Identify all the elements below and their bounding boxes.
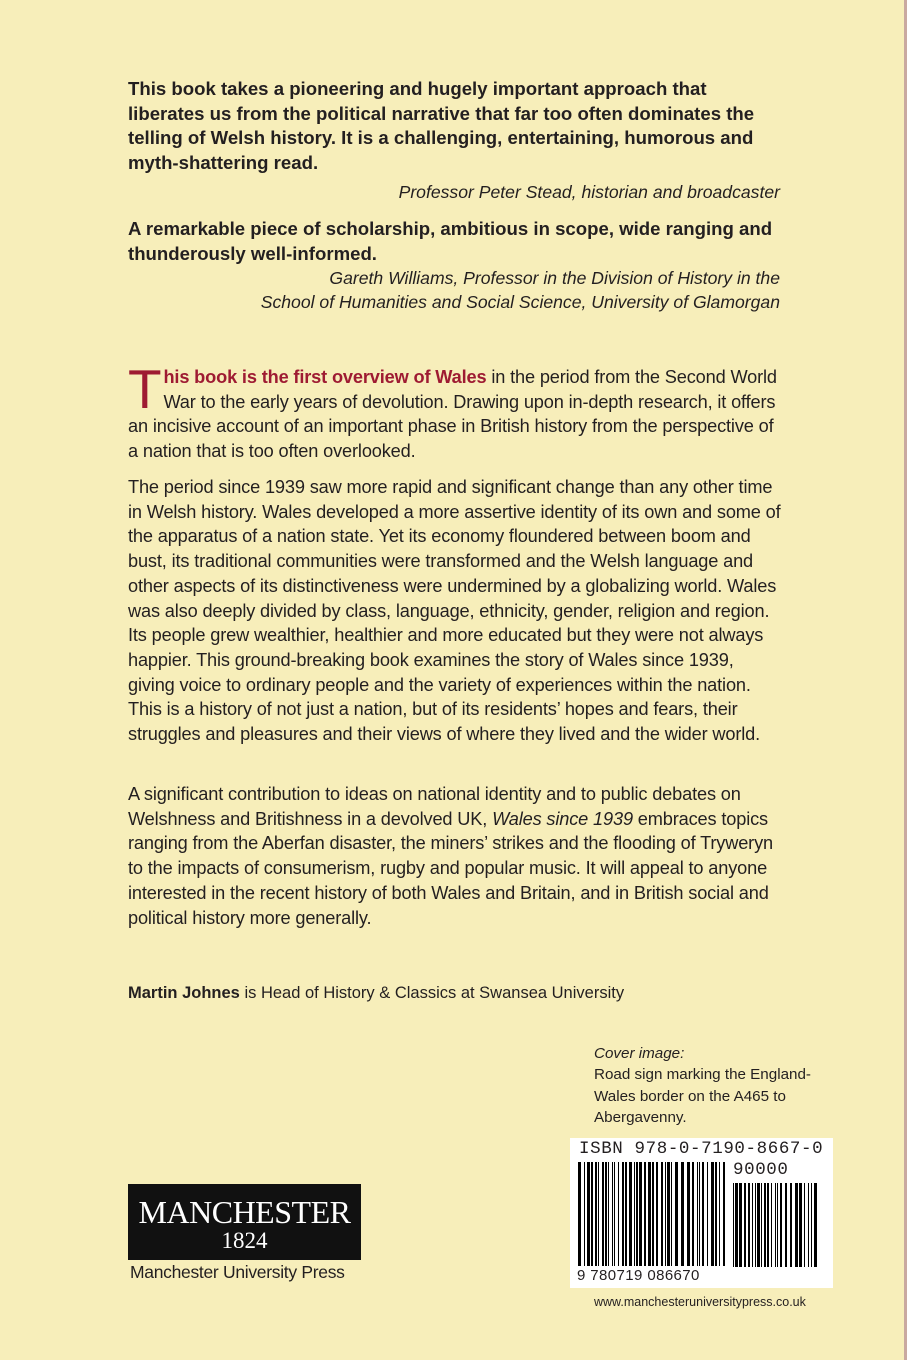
book-title: Wales since 1939	[492, 808, 633, 829]
endorsement-attribution-1: Professor Peter Stead, historian and broadcaster	[398, 182, 780, 202]
barcode-bar	[675, 1162, 678, 1266]
barcode-bar	[719, 1162, 720, 1266]
barcode-bar	[811, 1183, 812, 1267]
barcode-bar	[764, 1183, 766, 1267]
barcode-bar	[622, 1162, 624, 1266]
barcode-bar	[790, 1183, 792, 1267]
barcode-bar	[608, 1162, 609, 1266]
endorsement-attribution-2-line1: Gareth Williams, Professor in the Division of History in the	[329, 268, 780, 288]
blurb-paragraph-1	[128, 358, 783, 464]
barcode-bar	[752, 1183, 753, 1267]
blurb-paragraph-3	[128, 782, 783, 930]
author-bio	[128, 982, 624, 1004]
barcode-bar	[723, 1162, 725, 1266]
barcode-bar	[799, 1183, 802, 1267]
blurb-paragraph-3-start: A significant contribution to ideas on national identity and to public debates on Welshness and Britishness in a devolved UK,	[128, 784, 741, 829]
barcode-bar	[661, 1162, 663, 1266]
endorsement-quote-1: This book takes a pioneering and hugely important approach that liberates us from the political narrative that far too often dominates the telling of Welsh history. It is a challenging, entertaining, humorous and myth-shattering read.	[128, 78, 755, 173]
barcode-bar	[652, 1162, 654, 1266]
barcode-bar	[625, 1162, 627, 1266]
barcode-bar	[605, 1162, 607, 1266]
ean-digits: 9 780719 086670	[577, 1267, 700, 1284]
endorsement-quote-2: A remarkable piece of scholarship, ambitious in scope, wide ranging and thunderously well-informed.	[128, 218, 773, 264]
barcode-bar	[602, 1162, 604, 1266]
barcode-bar	[785, 1183, 787, 1267]
drop-cap: T	[128, 358, 162, 420]
barcode-bar	[578, 1162, 581, 1266]
barcode-bar	[777, 1183, 778, 1267]
logo-year: 1824	[221, 1228, 268, 1253]
barcode-bar	[755, 1183, 756, 1267]
publisher-url: www.manchesteruniversitypress.co.uk	[594, 1295, 806, 1309]
barcode-bar	[804, 1183, 805, 1267]
publisher-logo	[128, 1184, 361, 1260]
barcode-bar	[715, 1162, 717, 1266]
barcode-bar	[634, 1162, 635, 1266]
barcode-bar	[665, 1162, 666, 1266]
blurb-lead: his book is the first overview of Wales	[163, 367, 487, 387]
barcode-bar	[735, 1183, 738, 1267]
barcode-bar	[687, 1162, 690, 1266]
barcode-bar	[775, 1183, 776, 1267]
cover-image-note	[594, 1043, 834, 1129]
barcode-bar	[795, 1183, 798, 1267]
price-addon-text: 90000	[733, 1160, 789, 1180]
barcode-bar	[618, 1162, 619, 1266]
barcode-bar	[767, 1183, 769, 1267]
barcode-bar	[614, 1162, 615, 1266]
barcode-bar	[733, 1183, 734, 1267]
ean-barcode-icon	[578, 1162, 728, 1268]
isbn-text: ISBN 978-0-7190-8667-0	[579, 1139, 824, 1159]
blurb-paragraph-2: The period since 1939 saw more rapid and significant change than any other time in Welsh history. Wales developed a more assertive identity of its own and some of the apparatus of a nation state. Yet its economy floundered between boom and bust, its traditional communities were transformed and the Welsh language and other aspects of its distinctiveness were undermined by a globalizing world. Wales was also deeply divided by class, language, ethnicity, gender, religion and region. Its people grew wealthier, healthier and more educated but they were not always happier. This ground-breaking book examines the story of Wales since 1939, giving voice to ordinary people and the variety of experiences within the nation. This is a history of not just a nation, but of its residents’ hopes and fears, their struggles and pleasures and their views of where they lived and the wider world.	[128, 477, 781, 745]
blurb-paragraph-3-end: embraces topics ranging from the Aberfan disaster, the miners’ strikes and the flooding of Tryweryn to the impacts of consumerism, rugby and popular music. It will appeal to anyone interested in the recent history of both Wales and Britain, and in British social and political history more generally.	[128, 808, 773, 928]
barcode-bar	[771, 1183, 772, 1267]
barcode-bar	[671, 1162, 672, 1266]
barcode-bar	[748, 1183, 750, 1267]
endorsement-attribution-2-line2: School of Humanities and Social Science, University of Glamorgan	[260, 292, 780, 312]
barcode-bar	[595, 1162, 597, 1266]
barcode-bar	[692, 1162, 694, 1266]
publisher-name: Manchester University Press	[130, 1262, 345, 1282]
author-name: Martin Johnes	[128, 984, 240, 1002]
barcode-bar	[757, 1183, 760, 1267]
author-role: is Head of History & Classics at Swansea University	[239, 984, 625, 1002]
barcode-bar	[814, 1183, 817, 1267]
barcode-bar	[702, 1162, 704, 1266]
blurb-paragraph-1-rest: in the period from the Second World War to the early years of devolution. Drawing upon in-depth research, it offers an incisive account of an important phase in British history from the perspective of a nation that is too often overlooked.	[128, 367, 777, 462]
barcode-bar	[587, 1162, 590, 1266]
logo-name: MANCHESTER	[138, 1194, 351, 1230]
barcode-bar	[612, 1162, 613, 1266]
barcode-bar	[761, 1183, 762, 1267]
barcode-bar	[648, 1162, 651, 1266]
barcode-bar	[699, 1162, 700, 1266]
barcode-bar	[584, 1162, 585, 1266]
addon-barcode-icon	[733, 1183, 823, 1268]
cover-image-label: Cover image:	[594, 1045, 685, 1062]
barcode-bar	[644, 1162, 646, 1266]
barcode-bar	[639, 1162, 642, 1266]
barcode-bar	[636, 1162, 638, 1266]
barcode-bar	[711, 1162, 714, 1266]
barcode-bar	[744, 1183, 746, 1267]
barcode-bar	[667, 1162, 670, 1266]
barcode-bar	[780, 1183, 782, 1267]
cover-image-description: Road sign marking the England-Wales border on the A465 to Abergavenny.	[594, 1066, 811, 1127]
barcode-bar	[739, 1183, 742, 1267]
barcode-bar	[629, 1162, 632, 1266]
barcode-bar	[598, 1162, 599, 1266]
barcode-bar	[591, 1162, 593, 1266]
barcode-bar	[681, 1162, 684, 1266]
barcode-bar	[808, 1183, 809, 1267]
barcode-bar	[656, 1162, 658, 1266]
barcode-bar	[697, 1162, 698, 1266]
barcode-bar	[707, 1162, 708, 1266]
